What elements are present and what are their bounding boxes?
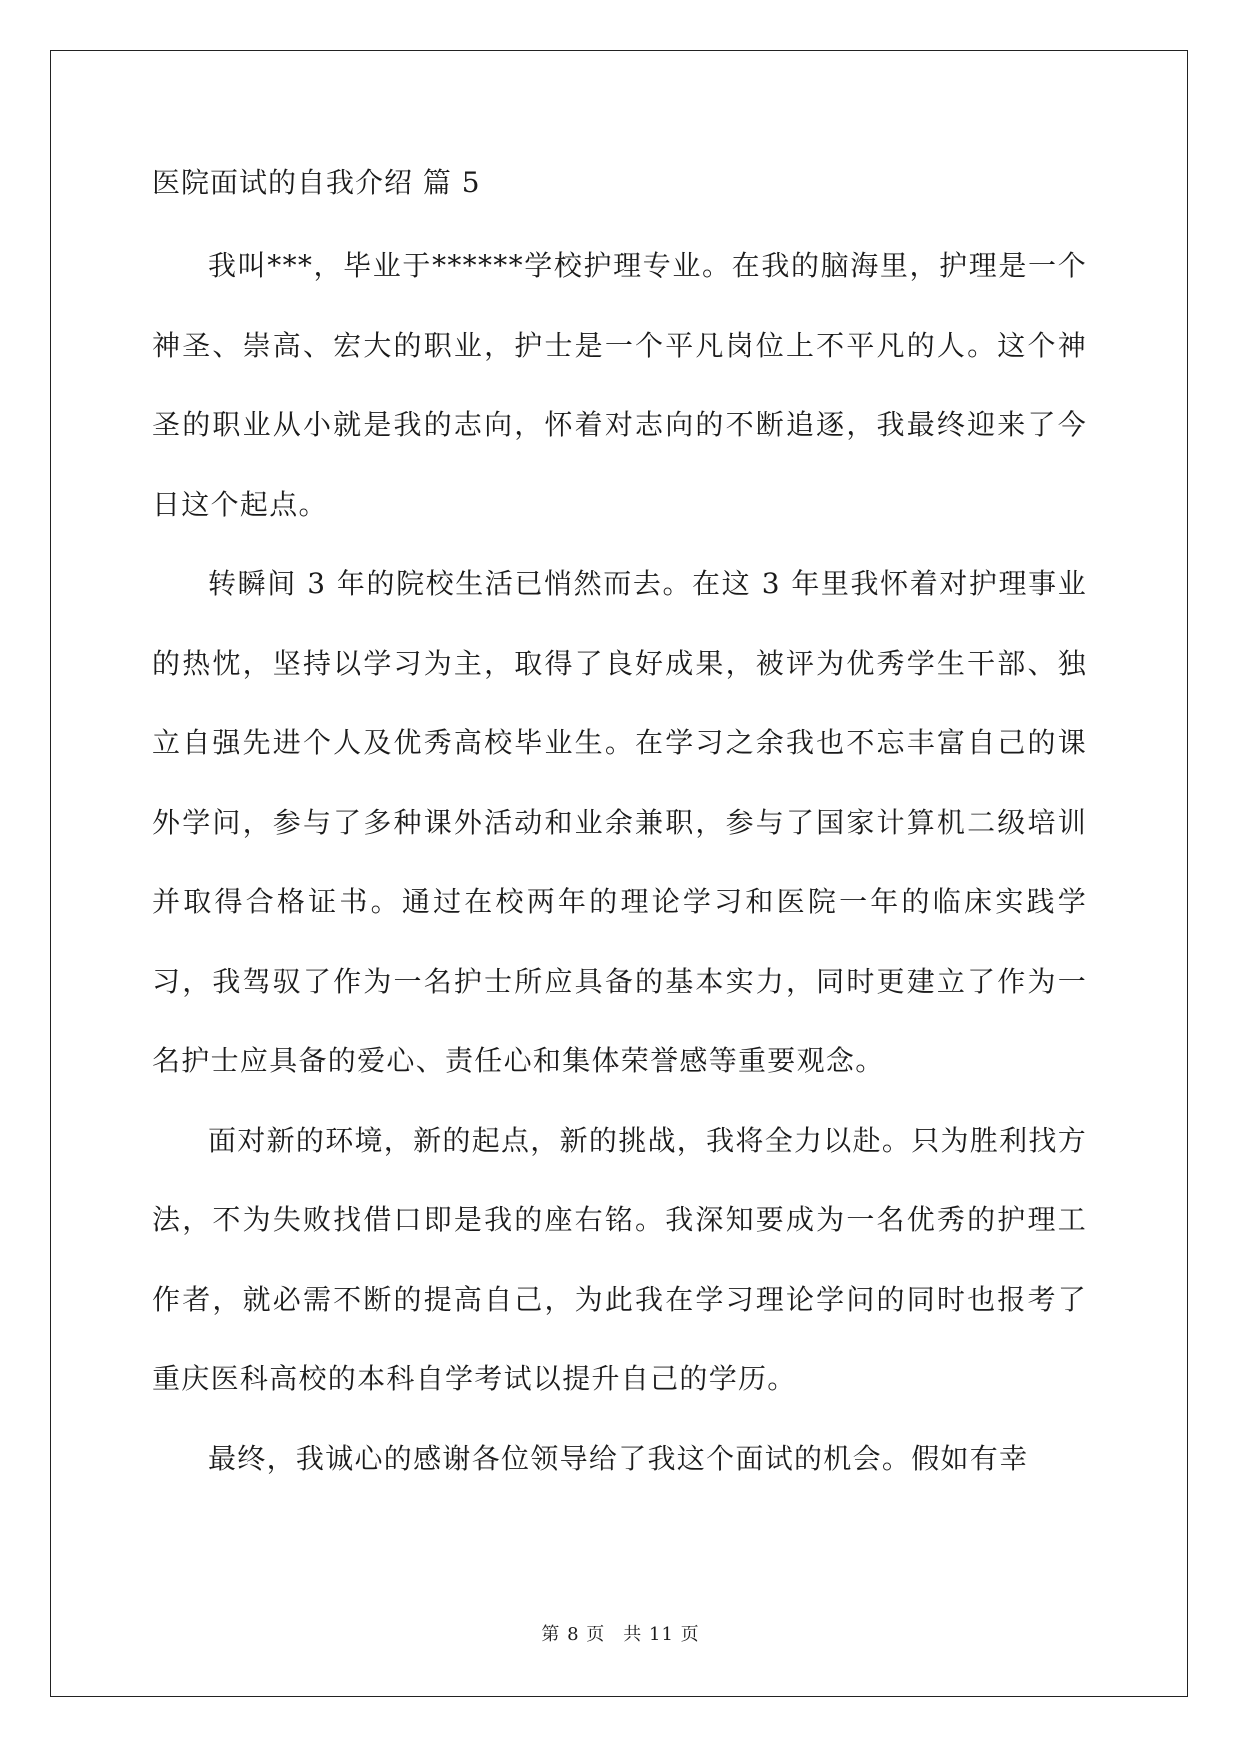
page-total: 共 11 页 [623, 1624, 700, 1645]
paragraph: 我叫***，毕业于******学校护理专业。在我的脑海里，护理是一个神圣、崇高、宏大的职业，护士是一个平凡岗位上不平凡的人。这个神圣的职业从小就是我的志向，怀着对志向的不断追逐，我最终迎来了今日这个起点。 [152, 249, 1087, 521]
page-footer [0, 1620, 1241, 1646]
paragraph: 最终，我诚心的感谢各位领导给了我这个面试的机会。假如有幸 [208, 1441, 1029, 1475]
page-number: 第 8 页 [541, 1624, 606, 1645]
paragraph: 面对新的环境，新的起点，新的挑战，我将全力以赴。只为胜利找方法，不为失败找借口即是我的座右铭。我深知要成为一名优秀的护理工作者，就必需不断的提高自己，为此我在学习理论学问的同时也报考了重庆医科高校的本科自学考试以提升自己的学历。 [152, 1123, 1088, 1395]
document-title: 医院面试的自我介绍 篇 5 [152, 166, 481, 199]
paragraph: 转瞬间 3 年的院校生活已悄然而去。在这 3 年里我怀着对护理事业的热忱，坚持以学习为主，取得了良好成果，被评为优秀学生干部、独立自强先进个人及优秀高校毕业生。在学习之余我也不忘丰富自己的课外学问，参与了多种课外活动和业余兼职，参与了国家计算机二级培训并取得合格证书。通过在校两年的理论学习和医院一年的临床实践学习，我驾驭了作为一名护士所应具备的基本实力，同时更建立了作为一名护士应具备的爱心、责任心和集体荣誉感等重要观念。 [152, 567, 1087, 1077]
document-body [152, 168, 1087, 1498]
